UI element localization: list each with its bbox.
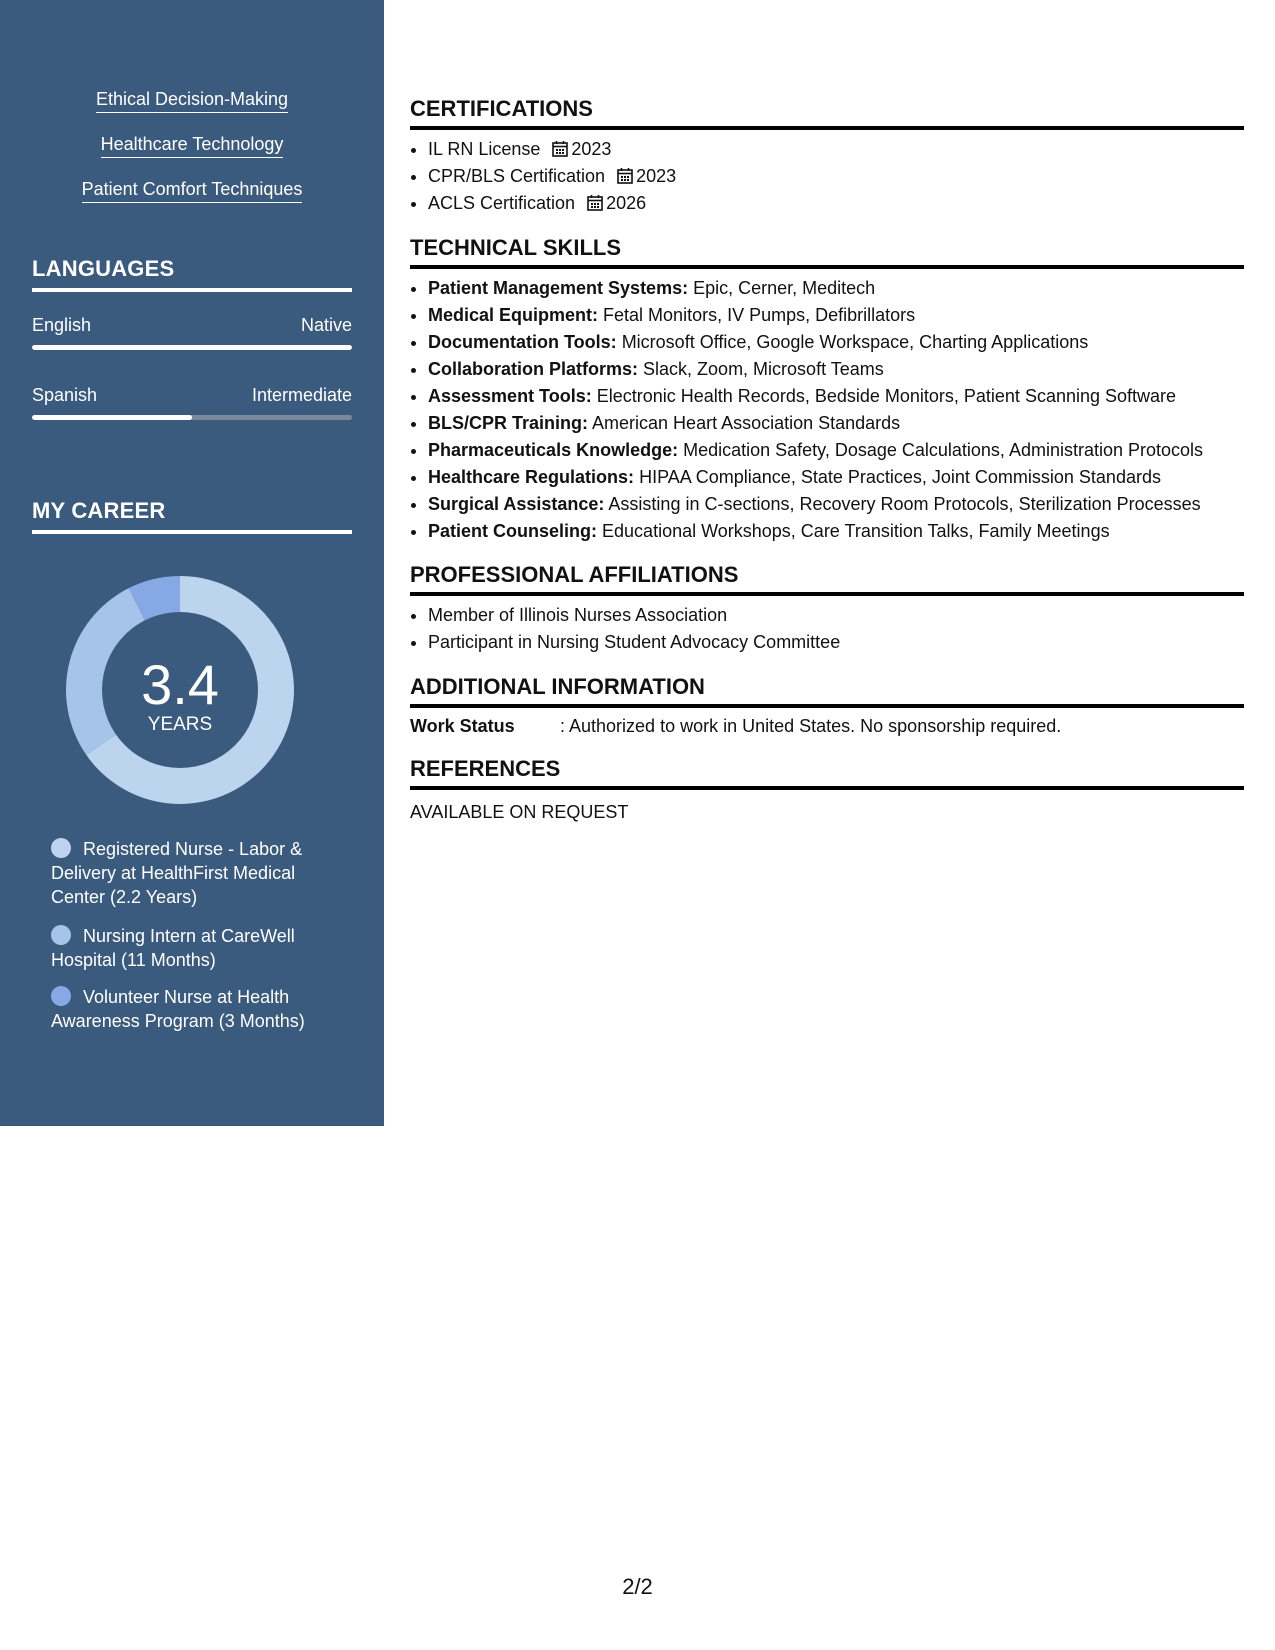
language-proficiency-bar xyxy=(32,415,352,420)
references-text: AVAILABLE ON REQUEST xyxy=(410,802,629,822)
technical-skill-item: • Healthcare Regulations: HIPAA Compliance, State Practices, Joint Commission Standards xyxy=(428,464,1244,491)
work-status-value: : Authorized to work in United States. No sponsorship required. xyxy=(560,716,1062,736)
work-status-label: Work Status xyxy=(410,716,515,736)
career-legend-dot xyxy=(51,925,71,945)
career-legend-dot xyxy=(51,986,71,1006)
certification-item: • IL RN License 2023 xyxy=(428,136,1244,163)
technical-skill-item: • Patient Management Systems: Epic, Cerner, Meditech xyxy=(428,275,1244,302)
technical-skill-item: • Surgical Assistance: Assisting in C-sections, Recovery Room Protocols, Sterilization Processes xyxy=(428,491,1244,518)
calendar-icon xyxy=(617,167,633,184)
skill-link[interactable]: Ethical Decision-Making xyxy=(0,89,384,110)
career-heading: MY CAREER xyxy=(32,498,352,534)
section-heading: ADDITIONAL INFORMATION xyxy=(410,674,1244,708)
language-proficiency-bar xyxy=(32,345,352,350)
technical-skills-list xyxy=(410,275,1244,545)
section-heading: TECHNICAL SKILLS xyxy=(410,235,1244,269)
languages-heading: LANGUAGES xyxy=(32,256,352,292)
page-number: 2/2 xyxy=(622,1574,653,1599)
career-donut-chart xyxy=(66,576,294,804)
technical-skill-item: • Assessment Tools: Electronic Health Records, Bedside Monitors, Patient Scanning Software xyxy=(428,383,1244,410)
work-status-row xyxy=(410,716,1244,737)
language-name: Spanish xyxy=(32,385,98,405)
affiliations-list xyxy=(410,602,1244,656)
career-item xyxy=(51,924,321,972)
sidebar xyxy=(0,0,384,1126)
career-item-text: Registered Nurse - Labor & Delivery at HealthFirst Medical Center (2.2 Years) xyxy=(51,839,303,907)
affiliation-item: • Member of Illinois Nurses Association xyxy=(428,602,1244,629)
career-item-text: Volunteer Nurse at Health Awareness Program (3 Months) xyxy=(51,987,305,1031)
technical-skill-item: • Documentation Tools: Microsoft Office, Google Workspace, Charting Applications xyxy=(428,329,1244,356)
technical-skill-item: • Medical Equipment: Fetal Monitors, IV Pumps, Defibrillators xyxy=(428,302,1244,329)
skill-link[interactable]: Healthcare Technology xyxy=(0,134,384,155)
affiliations-section xyxy=(410,562,1244,656)
calendar-icon xyxy=(587,194,603,211)
language-proficiency-fill xyxy=(32,415,192,420)
certifications-list xyxy=(410,136,1244,217)
career-item xyxy=(51,985,321,1033)
career-item-text: Nursing Intern at CareWell Hospital (11 Months) xyxy=(51,926,295,970)
skill-link[interactable]: Patient Comfort Techniques xyxy=(0,179,384,200)
technical-skill-item: • Collaboration Platforms: Slack, Zoom, Microsoft Teams xyxy=(428,356,1244,383)
certifications-section xyxy=(410,96,1244,217)
career-total-value: 3.4 xyxy=(141,653,219,716)
section-heading: PROFESSIONAL AFFILIATIONS xyxy=(410,562,1244,596)
section-heading: REFERENCES xyxy=(410,756,1244,790)
references-section xyxy=(410,756,1244,823)
additional-info-section xyxy=(410,674,1244,737)
language-level: Native xyxy=(300,315,352,335)
technical-skills-section xyxy=(410,235,1244,545)
language-row xyxy=(32,385,352,406)
affiliation-item: • Participant in Nursing Student Advocacy Committee xyxy=(428,629,1244,656)
career-item xyxy=(51,837,321,909)
language-name: English xyxy=(32,315,92,335)
technical-skill-item: • BLS/CPR Training: American Heart Association Standards xyxy=(428,410,1244,437)
technical-skill-item: • Pharmaceuticals Knowledge: Medication Safety, Dosage Calculations, Administration Protocols xyxy=(428,437,1244,464)
language-row xyxy=(32,315,352,336)
language-proficiency-fill xyxy=(32,345,352,350)
section-heading: CERTIFICATIONS xyxy=(410,96,1244,130)
language-level: Intermediate xyxy=(251,385,352,405)
certification-item: • ACLS Certification 2026 xyxy=(428,190,1244,217)
certification-item: • CPR/BLS Certification 2023 xyxy=(428,163,1244,190)
calendar-icon xyxy=(552,140,568,157)
career-total-unit: YEARS xyxy=(147,714,213,735)
career-legend-dot xyxy=(51,838,71,858)
technical-skill-item: • Patient Counseling: Educational Workshops, Care Transition Talks, Family Meetings xyxy=(428,518,1244,545)
